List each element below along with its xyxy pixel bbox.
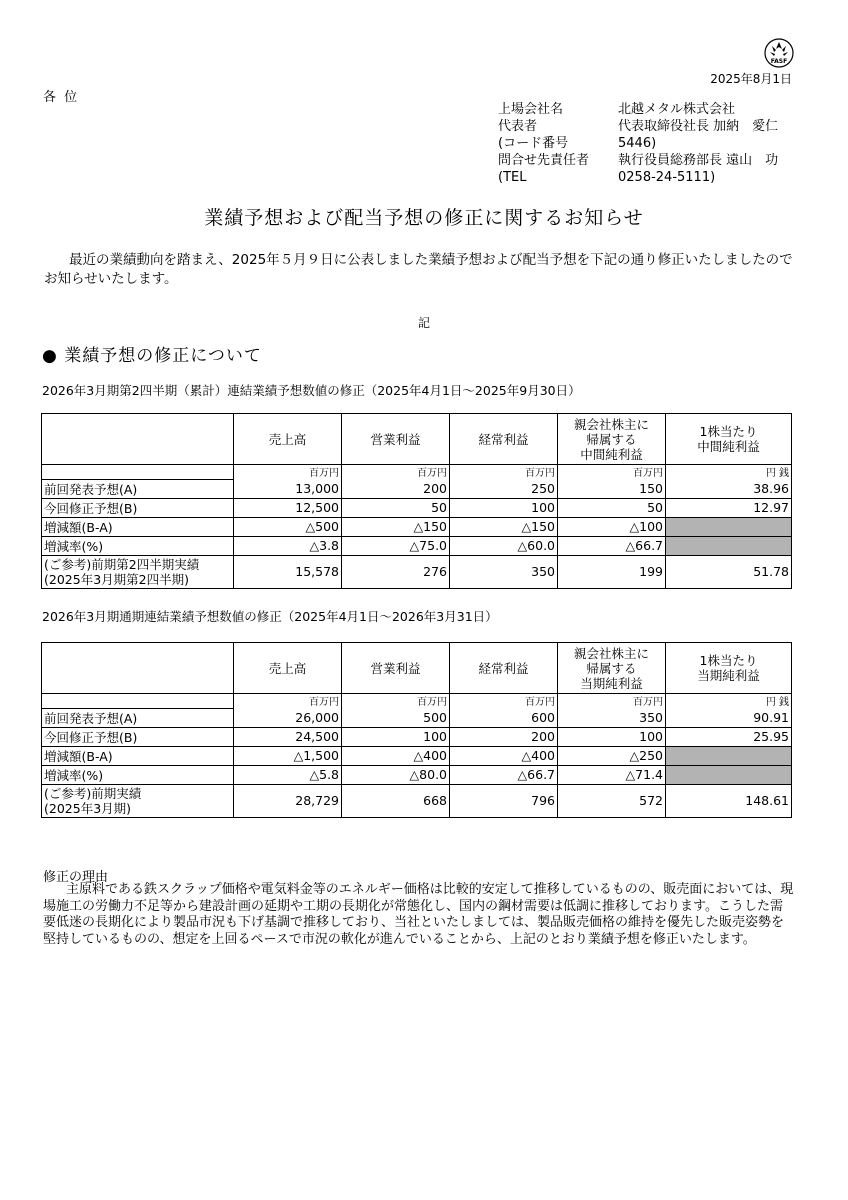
unit-cell: 百万円: [342, 465, 450, 480]
value-cell: 50: [342, 499, 450, 518]
value-cell: 12,500: [234, 499, 342, 518]
contact-value: 執行役員総務部長 遠山 功: [618, 153, 779, 168]
table-row: [42, 709, 792, 728]
value-cell: [666, 747, 792, 766]
table-header-row: [42, 643, 792, 694]
value-cell: 668: [342, 785, 450, 818]
forecast-table-q2: [41, 413, 792, 589]
value-cell: 200: [450, 728, 558, 747]
release-date: 2025年8月1日: [710, 72, 792, 86]
value-cell: 12.97: [666, 499, 792, 518]
value-cell: 796: [450, 785, 558, 818]
value-cell: 90.91: [666, 709, 792, 728]
unit-cell: 円 銭: [666, 694, 792, 709]
row-label: 増減率(%): [42, 766, 234, 785]
value-cell: 38.96: [666, 480, 792, 499]
value-cell: △75.0: [342, 537, 450, 556]
header-cell: 営業利益: [342, 414, 450, 465]
section-heading: ● 業績予想の修正について: [42, 346, 262, 366]
representative-value: 代表取締役社長 加納 愛仁: [618, 119, 779, 134]
table-row: [42, 766, 792, 785]
value-cell: △71.4: [558, 766, 666, 785]
table-row: [42, 728, 792, 747]
unit-cell: [42, 465, 234, 480]
value-cell: 200: [342, 480, 450, 499]
value-cell: [666, 518, 792, 537]
header-cell: 親会社株主に 帰属する 中間純利益: [558, 414, 666, 465]
row-label: 前回発表予想(A): [42, 480, 234, 499]
value-cell: △500: [234, 518, 342, 537]
table-row: [42, 785, 792, 818]
value-cell: 50: [558, 499, 666, 518]
value-cell: 15,578: [234, 556, 342, 589]
table-row: [42, 518, 792, 537]
table-row: [42, 556, 792, 589]
table2-caption: 2026年3月期通期連結業績予想数値の修正（2025年4月1日～2026年3月31日）: [42, 609, 498, 624]
table-row: [42, 537, 792, 556]
code-row: [498, 135, 778, 152]
value-cell: 276: [342, 556, 450, 589]
header-cell: [42, 414, 234, 465]
value-cell: 199: [558, 556, 666, 589]
tel-value: 0258-24-5111): [618, 170, 716, 185]
row-label: (ご参考)前期第2四半期実績 (2025年3月期第2四半期): [42, 556, 234, 589]
row-label: 増減額(B-A): [42, 518, 234, 537]
header-cell: 経常利益: [450, 643, 558, 694]
value-cell: 148.61: [666, 785, 792, 818]
value-cell: △5.8: [234, 766, 342, 785]
value-cell: 600: [450, 709, 558, 728]
value-cell: 51.78: [666, 556, 792, 589]
row-label: 今回修正予想(B): [42, 499, 234, 518]
code-label: (コード番号: [498, 136, 569, 151]
value-cell: 24,500: [234, 728, 342, 747]
ki-mark: 記: [417, 316, 430, 330]
logo-text: FASF: [770, 58, 788, 65]
header-cell: 売上高: [234, 414, 342, 465]
company-info: [498, 101, 778, 186]
value-cell: [666, 766, 792, 785]
unit-cell: 百万円: [450, 465, 558, 480]
header-cell: 1株当たり 中間純利益: [666, 414, 792, 465]
forecast-table-full-year: [41, 642, 792, 818]
value-cell: 500: [342, 709, 450, 728]
representative-row: [498, 118, 778, 135]
value-cell: 100: [558, 728, 666, 747]
table-row: [42, 480, 792, 499]
header-cell: 経常利益: [450, 414, 558, 465]
tel-label: (TEL: [498, 170, 527, 185]
unit-cell: 百万円: [234, 694, 342, 709]
row-label: 前回発表予想(A): [42, 709, 234, 728]
value-cell: △250: [558, 747, 666, 766]
value-cell: △66.7: [558, 537, 666, 556]
value-cell: 150: [558, 480, 666, 499]
intro-paragraph: 最近の業績動向を踏まえ、2025年５月９日に公表しました業績予想および配当予想を下記の通り修正いたしましたのでお知らせいたします。: [44, 252, 793, 287]
code-value: 5446): [618, 136, 657, 151]
header-cell: [42, 643, 234, 694]
unit-cell: 百万円: [558, 694, 666, 709]
value-cell: △60.0: [450, 537, 558, 556]
table1-caption: 2026年3月期第2四半期（累計）連結業績予想数値の修正（2025年4月1日～2025年9月30日）: [42, 383, 581, 398]
company-label: 上場会社名: [498, 102, 564, 117]
contact-row: [498, 152, 778, 169]
tel-row: [498, 169, 778, 186]
company-name-row: [498, 101, 778, 118]
value-cell: △150: [342, 518, 450, 537]
value-cell: 100: [450, 499, 558, 518]
representative-label: 代表者: [498, 119, 538, 134]
row-label: 今回修正予想(B): [42, 728, 234, 747]
contact-label: 問合せ先責任者: [498, 153, 590, 168]
row-label: 増減額(B-A): [42, 747, 234, 766]
table-header-row: [42, 414, 792, 465]
header-cell: 営業利益: [342, 643, 450, 694]
value-cell: △150: [450, 518, 558, 537]
table-row: [42, 747, 792, 766]
value-cell: 350: [450, 556, 558, 589]
value-cell: [666, 537, 792, 556]
value-cell: △1,500: [234, 747, 342, 766]
unit-cell: 円 銭: [666, 465, 792, 480]
value-cell: △66.7: [450, 766, 558, 785]
table-row: [42, 499, 792, 518]
company-value: 北越メタル株式会社: [618, 102, 736, 117]
value-cell: △400: [342, 747, 450, 766]
value-cell: 26,000: [234, 709, 342, 728]
value-cell: △80.0: [342, 766, 450, 785]
value-cell: 100: [342, 728, 450, 747]
reason-paragraph: 主原料である鉄スクラップ価格や電気料金等のエネルギー価格は比較的安定して推移しているものの、販売面においては、現場施工の労働力不足等から建設計画の延期や工期の長期化が常態化し、国内の鋼材需要は低調に推移しております。こうした需要低迷の長期化により製品市況も下げ基調で推移しており、当社といたしましては、製品販売価格の維持を優先した販売姿勢を堅持しているものの、想定を上回るペースで市況の軟化が進んでいることから、上記のとおり業績予想を修正いたします。: [43, 882, 794, 947]
header-cell: 売上高: [234, 643, 342, 694]
fasf-logo: [764, 38, 794, 68]
unit-cell: 百万円: [450, 694, 558, 709]
unit-row: [42, 694, 792, 709]
unit-cell: 百万円: [558, 465, 666, 480]
row-label: 増減率(%): [42, 537, 234, 556]
value-cell: 25.95: [666, 728, 792, 747]
recipients: 各 位: [43, 90, 80, 105]
value-cell: 572: [558, 785, 666, 818]
value-cell: △400: [450, 747, 558, 766]
value-cell: 350: [558, 709, 666, 728]
document-title: 業績予想および配当予想の修正に関するお知らせ: [204, 207, 644, 229]
unit-cell: 百万円: [234, 465, 342, 480]
unit-cell: [42, 694, 234, 709]
row-label: (ご参考)前期実績 (2025年3月期): [42, 785, 234, 818]
value-cell: 250: [450, 480, 558, 499]
value-cell: 13,000: [234, 480, 342, 499]
unit-cell: 百万円: [342, 694, 450, 709]
header-cell: 1株当たり 当期純利益: [666, 643, 792, 694]
unit-row: [42, 465, 792, 480]
reason-heading: 修正の理由: [43, 870, 109, 885]
value-cell: △100: [558, 518, 666, 537]
value-cell: 28,729: [234, 785, 342, 818]
value-cell: △3.8: [234, 537, 342, 556]
header-cell: 親会社株主に 帰属する 当期純利益: [558, 643, 666, 694]
